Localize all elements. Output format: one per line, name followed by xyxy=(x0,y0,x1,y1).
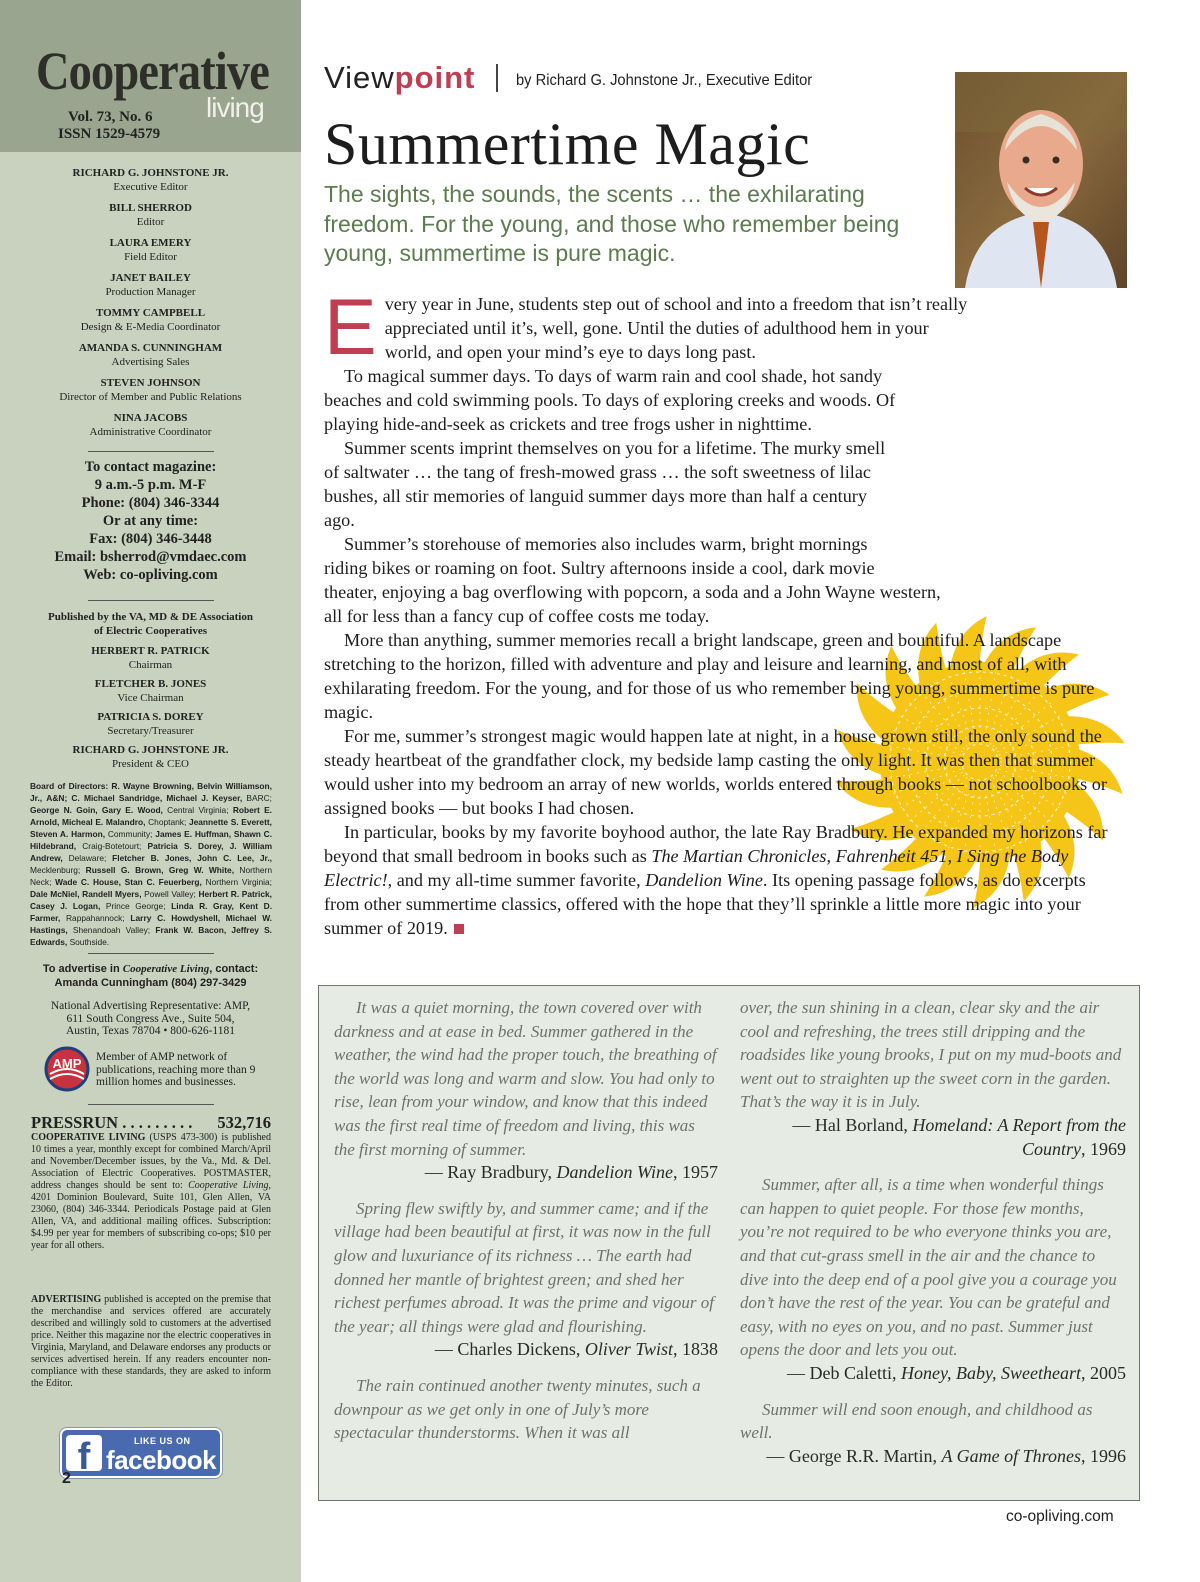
pressrun xyxy=(31,1113,271,1133)
quote-author: — Charles Dickens, xyxy=(434,1339,585,1360)
board-coop: Choptank; xyxy=(148,817,187,827)
board-coop: Mecklenburg; xyxy=(30,865,81,875)
advertise-suffix: , contact: xyxy=(209,963,259,975)
board-coop: BARC; xyxy=(246,793,272,803)
quote-source: A Game of Thrones xyxy=(941,1445,1081,1466)
quote-author: — George R.R. Martin, xyxy=(766,1445,942,1466)
staff-name: LAURA EMERY xyxy=(109,237,192,249)
issn-number: ISSN 1529-4579 xyxy=(58,126,161,142)
advertising-note xyxy=(31,1294,271,1390)
staff-role: Executive Editor xyxy=(113,181,188,193)
quote-source: Dandelion Wine xyxy=(556,1162,673,1183)
paragraph: To magical summer days. To days of warm rain and cool shade, hot sandy beaches and cold swimming pools. To days of exploring creeks and woods. Of playing hide-and-seek as crickets and tree frogs usher in nighttime. xyxy=(324,366,896,434)
paragraph: Summer scents imprint themselves on you for a lifetime. The murky smell of saltwater … the tang of fresh-mowed grass … the soft sweetness of lilac bushes, all stir memories of languid summer days more than half a century ago. xyxy=(324,438,886,530)
staff-name: STEVEN JOHNSON xyxy=(100,377,201,389)
board-names: Patricia S. Dorey, J. William Andrew, xyxy=(30,841,273,863)
divider xyxy=(88,451,214,452)
officer-entry xyxy=(0,677,301,705)
staff-entry xyxy=(0,166,301,194)
pub-info-magazine: Cooperative Living xyxy=(188,1180,269,1191)
board-names: James E. Huffman, Shawn C. Hildebrand, xyxy=(30,829,273,851)
publisher-line: Published by the VA, MD & DE Association xyxy=(48,611,253,623)
advertising-label: ADVERTISING xyxy=(31,1294,102,1305)
staff-name: NINA JACOBS xyxy=(113,412,188,424)
amp-representative xyxy=(0,1000,301,1038)
spacer xyxy=(334,1362,718,1374)
end-mark xyxy=(454,924,464,934)
divider xyxy=(88,953,214,954)
staff-role: Production Manager xyxy=(105,286,196,298)
pub-info-text: , 4201 Dominion Boulevard, Suite 101, Glen Allen, VA 23060, (804) 346-3344. Periodicals Postage paid at Glen Allen, VA, and additional mailing offices. Subscription: $4.99 per year for members of subscribing co-ops; $10 per year for all others. xyxy=(31,1180,271,1251)
staff-role: Design & E-Media Coordinator xyxy=(80,321,221,333)
contact-phone: Phone: (804) 346-3344 xyxy=(81,495,220,511)
author-photo xyxy=(955,72,1127,288)
staff-name: BILL SHERROD xyxy=(109,202,192,214)
board-names: Larry C. Howdyshell, Michael W. Hastings, xyxy=(30,913,273,935)
board-names: Robert E. Arnold, Micheal E. Malandro, xyxy=(30,805,272,827)
pub-info-title: COOPERATIVE LIVING xyxy=(31,1132,146,1143)
spacer xyxy=(740,1386,1126,1398)
quotes-column-right xyxy=(740,996,1126,1468)
staff-name: TOMMY CAMPBELL xyxy=(95,307,206,319)
quote-attribution xyxy=(740,1445,1126,1469)
quote-text: Summer will end soon enough, and childhood as well. xyxy=(740,1399,1093,1443)
kicker-divider xyxy=(496,64,498,92)
publisher-line: of Electric Cooperatives xyxy=(93,625,207,637)
staff-name: AMANDA S. CUNNINGHAM xyxy=(78,342,223,354)
board-names: Herbert R. Patrick, Casey J. Logan, xyxy=(30,889,273,911)
advertise-contact xyxy=(0,962,301,990)
staff-entry xyxy=(0,341,301,369)
quote-author: — Ray Bradbury, xyxy=(424,1162,557,1183)
quote-source: Oliver Twist xyxy=(584,1339,673,1360)
staff-role: Field Editor xyxy=(124,251,177,263)
board-coop: Northern Neck; xyxy=(30,865,273,887)
board-coop: Central Virginia; xyxy=(167,805,229,815)
board-coop: Community; xyxy=(107,829,153,839)
amp-logo-text: AMP xyxy=(52,1056,82,1071)
facebook-icon: f xyxy=(66,1435,102,1471)
masthead-banner xyxy=(0,0,301,152)
kicker-point: point xyxy=(394,60,476,95)
officer-entry xyxy=(0,644,301,672)
officer-entry xyxy=(0,743,301,771)
contact-web[interactable]: Web: co-opliving.com xyxy=(83,567,218,583)
board-names: Fletcher B. Jones, John C. Lee, Jr., xyxy=(112,853,273,863)
amp-member-text: Member of AMP network of publications, reaching more than 9 million homes and businesses. xyxy=(96,1051,256,1088)
page-number: 2 xyxy=(62,1470,71,1487)
officer-role: Vice Chairman xyxy=(117,692,184,704)
quote-year: , 2005 xyxy=(1081,1362,1126,1383)
staff-role: Director of Member and Public Relations xyxy=(59,391,242,403)
staff-entry xyxy=(0,306,301,334)
quotes-column-left xyxy=(334,996,718,1445)
board-of-directors xyxy=(30,780,272,948)
officer-role: Secretary/Treasurer xyxy=(107,725,194,737)
section-kicker xyxy=(324,60,475,96)
staff-entry xyxy=(0,201,301,229)
contact-hours: 9 a.m.-5 p.m. M-F xyxy=(94,477,207,493)
book-title: Fahrenheit 451 xyxy=(835,846,948,866)
amp-logo-icon xyxy=(44,1046,90,1092)
quote-author: — Deb Caletti, xyxy=(787,1362,902,1383)
paragraph: For me, summer’s strongest magic would happen late at night, in a house grown still, the only sound the steady heartbeat of the grandfather clock, my bedside lamp casting the only light. It was then that summer would usher into my bedroom an array of new worlds, worlds entered through books — not schoolbooks or assigned books — but books I had chosen. xyxy=(324,726,1107,818)
kicker-view: View xyxy=(324,60,395,95)
board-coop: Powell Valley; xyxy=(144,889,196,899)
article-body xyxy=(324,282,1124,940)
quote-text: Summer, after all, is a time when wonderful things can happen to quiet people. For those few months, you’re not required to be who everyone thinks you are, and that cut-grass smell in the air and the chance to dive into the deep end of a pool give you a courage you don’t have the rest of the year. You can be grateful and easy, with no eyes on you, and no past. Summer just opens the door and lets you out. xyxy=(740,1175,1117,1360)
board-coop: Northern Virginia; xyxy=(205,877,272,887)
masthead-sidebar xyxy=(0,0,301,1582)
pub-info-text: (USPS 473-300) is published 10 times a year, monthly except for combined March/April and November/December issues, by the Va., Md. & Del. Association of Electric Cooperatives. POSTMASTER, address changes should be sent to: xyxy=(31,1132,271,1191)
quote-text: The rain continued another twenty minutes, such a downpour as we get only in one of July’s more spectacular thunderstorms. When it was all xyxy=(334,1375,701,1443)
quote-year: , 1969 xyxy=(1081,1138,1126,1159)
officer-name: FLETCHER B. JONES xyxy=(94,678,207,690)
board-names: Dale McNiel, Randell Myers, xyxy=(30,889,142,899)
staff-role: Editor xyxy=(136,216,165,228)
board-names: Wade C. House, Stan C. Feuerberg, xyxy=(55,877,202,887)
contact-anytime: Or at any time: xyxy=(102,513,199,529)
contact-heading: To contact magazine: xyxy=(84,459,217,475)
officer-name: RICHARD G. JOHNSTONE JR. xyxy=(72,744,229,756)
advertise-prefix: To advertise in xyxy=(42,963,123,975)
board-names: Jeannette S. Everett, Steven A. Harmon, xyxy=(30,817,272,839)
board-names: A&N; C. Michael Sandridge, Michael J. Keyser, xyxy=(46,793,243,803)
publication-info xyxy=(31,1132,271,1252)
quote-attribution xyxy=(740,1362,1126,1386)
board-names: Linda R. Gray, Kent D. Farmer, xyxy=(30,901,273,923)
contact-block xyxy=(0,458,301,584)
spacer xyxy=(740,1161,1126,1173)
board-coop: Delaware; xyxy=(68,853,107,863)
amp-line: National Advertising Representative: AMP, xyxy=(50,1000,251,1012)
staff-role: Advertising Sales xyxy=(111,356,190,368)
staff-list xyxy=(0,166,301,439)
quote-source: Homeland: A Report from the Country xyxy=(912,1114,1126,1159)
headline: Summertime Magic xyxy=(324,111,811,177)
staff-entry xyxy=(0,376,301,404)
quote-attribution xyxy=(334,1338,718,1362)
magazine-subtitle: living xyxy=(206,92,264,123)
quote-attribution xyxy=(740,1114,1126,1161)
pressrun-label: PRESSRUN . . . . . . . . . xyxy=(31,1113,193,1132)
paragraph-text: . Its opening passage follows, as do excerpts from other summertime classics, offered with the hope that they’ll sprinkle a little more magic into your summer of 2019. xyxy=(324,870,1086,938)
pressrun-number: 532,716 xyxy=(217,1113,271,1132)
contact-fax: Fax: (804) 346-3448 xyxy=(89,531,212,547)
paragraph-text: , xyxy=(826,846,836,866)
board-coop: Southside. xyxy=(69,937,110,947)
footer-url[interactable]: co-opliving.com xyxy=(1006,1508,1114,1525)
paragraph: Summer’s storehouse of memories also includes warm, bright mornings riding bikes or roaming on foot. Sultry afternoons inside a cool, dark movie theater, enjoying a bag overflowing with popcorn, a soda and a John Wayne western, all for less than a fancy cup of coffee costs me today. xyxy=(324,534,941,626)
paragraph-text: very year in June, students step out of school and into a freedom that isn’t really appreciated until it’s, well, gone. Until the duties of adulthood hem in your world, and open your mind’s eye to days long past. xyxy=(384,294,968,362)
contact-email[interactable]: Email: bsherrod@vmdaec.com xyxy=(54,549,247,565)
officer-name: PATRICIA S. DOREY xyxy=(97,711,204,723)
staff-name: RICHARD G. JOHNSTONE JR. xyxy=(72,167,229,179)
paragraph-text: In particular, books by my favorite boyhood author, the late Ray Bradbury. He expanded my horizons far beyond that small bedroom in books such as xyxy=(324,822,1108,866)
board-names: Frank W. Bacon, Jeffrey S. Edwards, xyxy=(30,925,272,947)
advertise-magazine: Cooperative Living xyxy=(122,963,210,975)
book-title: Dandelion Wine xyxy=(645,870,763,890)
divider xyxy=(88,600,214,601)
quote-source: Honey, Baby, Sweetheart xyxy=(901,1362,1081,1383)
book-title: The Martian Chronicles xyxy=(651,846,827,866)
quote-year: , 1838 xyxy=(673,1339,718,1360)
staff-entry xyxy=(0,236,301,264)
divider xyxy=(88,1104,214,1105)
amp-line: Austin, Texas 78704 • 800-626-1181 xyxy=(65,1025,235,1037)
board-lead: Board of Directors: R. Wayne Browning, Belvin Williamson, Jr., xyxy=(30,781,272,803)
officer-entry xyxy=(0,710,301,738)
quote-text: It was a quiet morning, the town covered over with darkness and at ease in bed. Summer gathered in the weather, the wind had the proper touch, the breathing of the world was long and warm and slow. You had only to rise, lean from your window, and know that this indeed was the first real time of freedom and living, this was the first morning of summer. xyxy=(334,998,717,1159)
staff-name: JANET BAILEY xyxy=(110,272,191,284)
quote-attribution xyxy=(334,1161,718,1185)
board-coop: Shenandoah Valley; xyxy=(72,925,151,935)
publisher-block xyxy=(0,610,301,771)
book-title: I Sing the Body Electric! xyxy=(324,846,1069,890)
quotes-box xyxy=(318,985,1140,1501)
drop-cap: E xyxy=(324,282,377,371)
facebook-like-label: LIKE US ON xyxy=(134,1436,191,1446)
quote-text: over, the sun shining in a clean, clear sky and the air cool and refreshing, the trees still dripping and the roadsides like young brooks, I put on my mud-boots and went out to straighten up the sweet corn in the garden. That’s the way it is in July. xyxy=(740,998,1122,1112)
byline: by Richard G. Johnstone Jr., Executive Editor xyxy=(516,72,813,89)
paragraph-text: , and my all-time summer favorite, xyxy=(387,870,646,890)
quote-year: , 1957 xyxy=(673,1162,718,1183)
paragraph-text: , xyxy=(947,846,957,866)
board-names: George N. Goin, Gary E. Wood, xyxy=(30,805,163,815)
paragraph: More than anything, summer memories recall a bright landscape, green and bountiful. A landscape stretching to the horizon, filled with adventure and play and leisure and learning, and most of all, with exhilarating freedom. For the young, and for those of us who remember being young, summertime is pure magic. xyxy=(324,630,1095,722)
staff-entry xyxy=(0,271,301,299)
paragraph xyxy=(324,820,1124,940)
spacer xyxy=(334,1185,718,1197)
subhead: The sights, the sounds, the scents … the exhilarating freedom. For the young, and those who remember being young, summertime is pure magic. xyxy=(324,181,900,266)
staff-role: Administrative Coordinator xyxy=(89,426,212,438)
facebook-wordmark: facebook xyxy=(106,1445,217,1475)
quote-text: Spring flew swiftly by, and summer came; and if the village had been beautiful at first, it was now in the full glow and luxuriance of its richness … The earth had donned her mantle of brightest green; and shed her richest perfumes abroad. It was the prime and vigour of the year; all things were glad and flourishing. xyxy=(334,1198,714,1336)
advertising-text: published is accepted on the premise that the merchandise and services offered are accurately described and willingly sold to customers at the advertised price. Neither this magazine nor the electric cooperatives in Virginia, Maryland, and Delaware endorses any products or services advertised herein. If any readers encounter non-compliance with these standards, they are asked to inform the Editor. xyxy=(31,1294,271,1389)
officer-name: HERBERT R. PATRICK xyxy=(91,645,210,657)
board-coop: Rappahannock; xyxy=(66,913,125,923)
officer-role: President & CEO xyxy=(112,758,189,770)
facebook-like-button[interactable] xyxy=(60,1428,222,1478)
amp-line: 611 South Congress Ave., Suite 504, xyxy=(66,1012,235,1025)
magazine-title: Cooperative xyxy=(36,41,269,101)
officer-role: Chairman xyxy=(128,659,173,671)
board-coop: Craig-Botetourt; xyxy=(82,841,142,851)
board-names: Russell G. Brown, Greg W. White, xyxy=(85,865,235,875)
quote-year: , 1996 xyxy=(1081,1445,1126,1466)
volume-number: Vol. 73, No. 6 xyxy=(68,109,153,125)
quote-author: — Hal Borland, xyxy=(792,1114,913,1135)
board-coop: Prince George; xyxy=(105,901,166,911)
staff-entry xyxy=(0,411,301,439)
advertise-person: Amanda Cunningham (804) 297-3429 xyxy=(54,977,247,989)
